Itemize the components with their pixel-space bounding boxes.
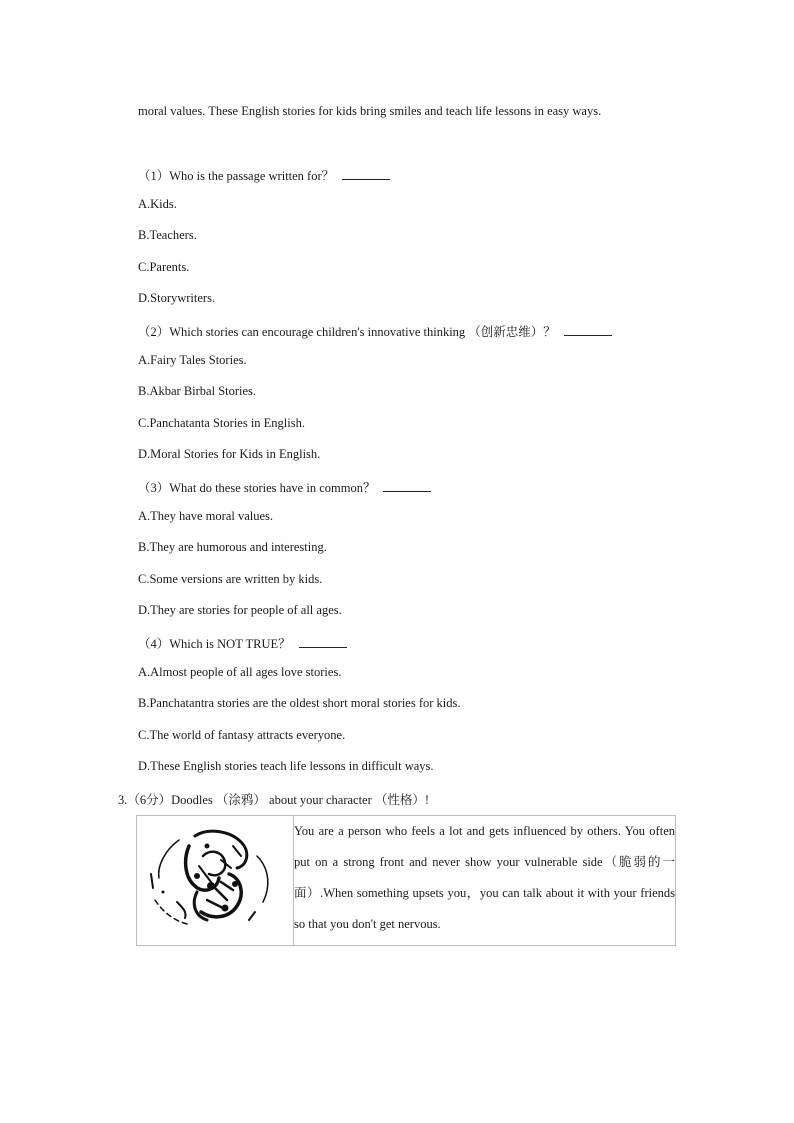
section-3-heading: 3.（6分）Doodles （涂鸦） about your character （性格）! xyxy=(118,793,430,807)
question-4-option-c: C.The world of fantasy attracts everyone. xyxy=(138,728,346,742)
question-1-option-b: B.Teachers. xyxy=(138,228,197,242)
question-2-option-d: D.Moral Stories for Kids in English. xyxy=(138,447,321,461)
answer-blank-1[interactable] xyxy=(342,167,390,180)
doodle-image xyxy=(137,816,291,941)
answer-blank-3[interactable] xyxy=(383,479,431,492)
question-4-text: （4）Which is NOT TRUE？ xyxy=(138,637,291,651)
question-4-option-d: D.These English stories teach life lessons in difficult ways. xyxy=(138,759,434,773)
question-2-stem xyxy=(138,322,612,340)
question-1-option-a: A.Kids. xyxy=(138,197,177,211)
doodle-description: You are a person who feels a lot and gets influenced by others. You often put on a strong front and never show your vulnerable side（脆弱的一面）.When something upsets you，you can talk about it with your friends so that you don't get nervous. xyxy=(294,816,676,946)
doodle-table xyxy=(136,815,676,946)
question-3-option-b: B.They are humorous and interesting. xyxy=(138,540,327,554)
question-1-option-d: D.Storywriters. xyxy=(138,291,216,305)
question-2-option-b: B.Akbar Birbal Stories. xyxy=(138,384,257,398)
question-4-stem xyxy=(138,634,347,652)
question-1-text: （1）Who is the passage written for？ xyxy=(138,169,335,183)
question-3-option-c: C.Some versions are written by kids. xyxy=(138,572,323,586)
question-3-text: （3）What do these stories have in common？ xyxy=(138,481,376,495)
question-3-stem xyxy=(138,478,431,496)
intro-tail: moral values. These English stories for kids bring smiles and teach life lessons in easy ways. xyxy=(138,104,602,118)
question-4-option-a: A.Almost people of all ages love stories. xyxy=(138,665,342,679)
doodle-image-cell xyxy=(137,816,294,946)
question-3-option-a: A.They have moral values. xyxy=(138,509,274,523)
question-2-option-c: C.Panchatanta Stories in English. xyxy=(138,416,305,430)
question-3-option-d: D.They are stories for people of all ages. xyxy=(138,603,342,617)
question-2-option-a: A.Fairy Tales Stories. xyxy=(138,353,247,367)
answer-blank-4[interactable] xyxy=(299,635,347,648)
question-2-text: （2）Which stories can encourage children's innovative thinking （创新忠维）？ xyxy=(138,325,556,339)
answer-blank-2[interactable] xyxy=(564,323,612,336)
question-1-option-c: C.Parents. xyxy=(138,260,190,274)
question-1-stem xyxy=(138,166,390,184)
question-4-option-b: B.Panchatantra stories are the oldest short moral stories for kids. xyxy=(138,696,461,710)
